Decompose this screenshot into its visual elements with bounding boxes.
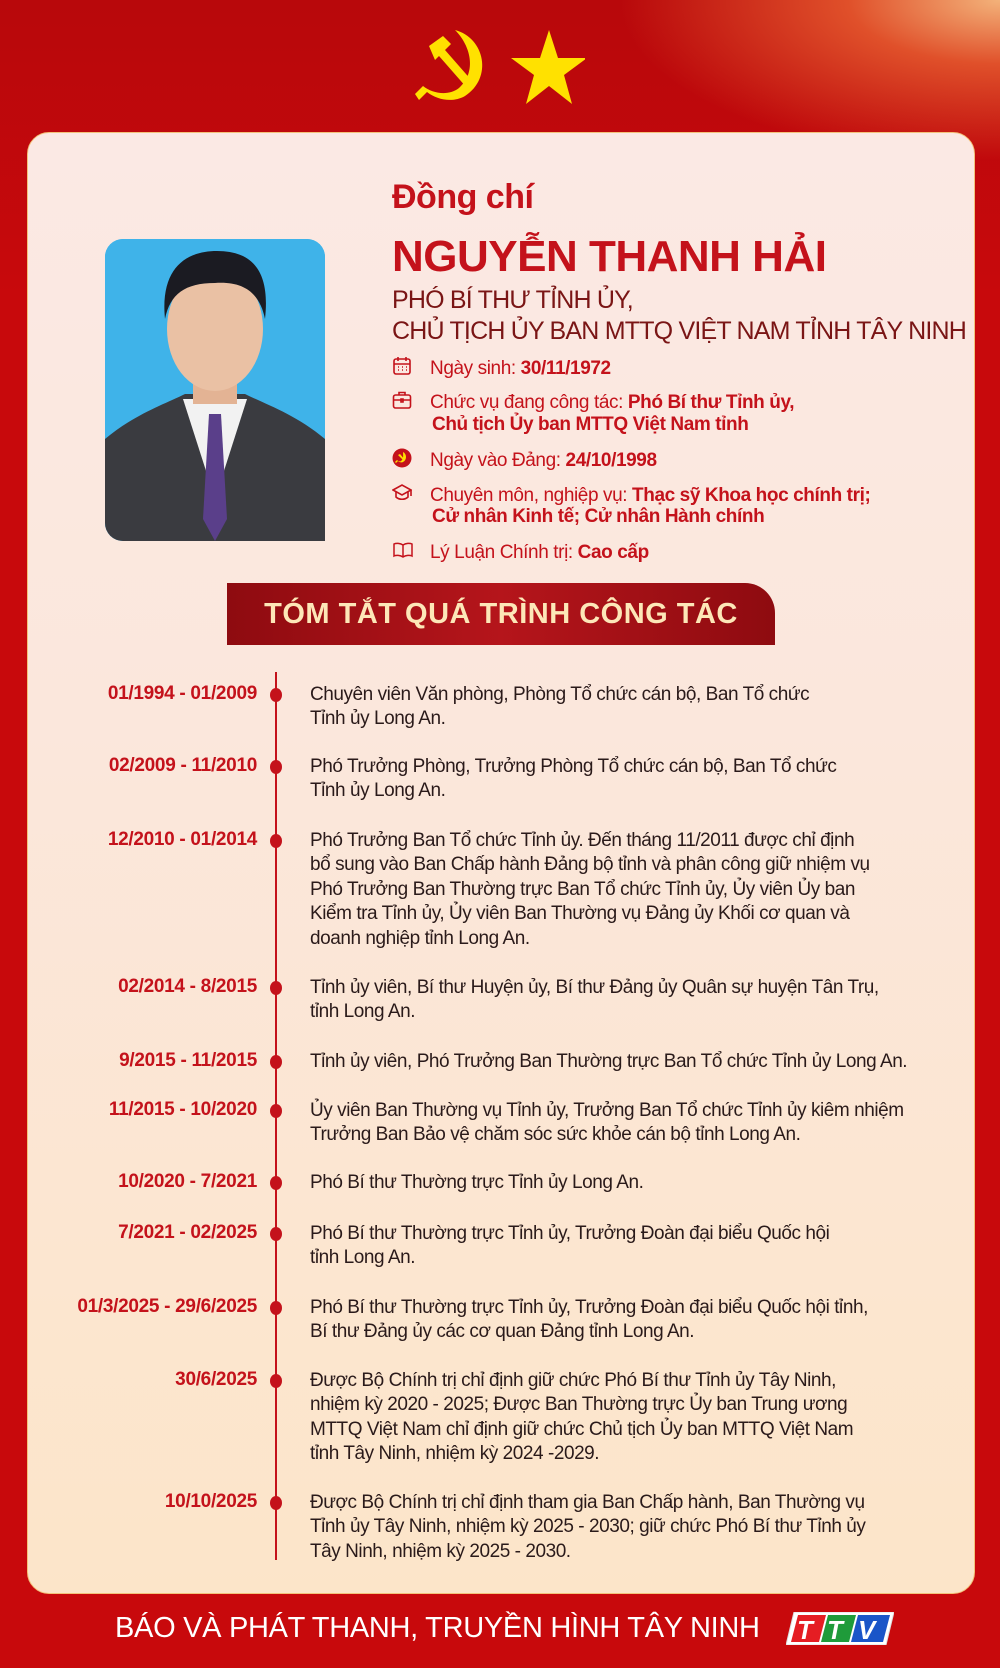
- timeline-description-line: nhiệm kỳ 2020 - 2025; Được Ban Thường trực Ủy ban Trung ương: [310, 1394, 848, 1416]
- timeline-description-line: doanh nghiệp tỉnh Long An.: [310, 927, 530, 949]
- timeline-description-line: MTTQ Việt Nam chỉ định giữ chức Chủ tịch Ủy ban MTTQ Việt Nam: [310, 1418, 854, 1440]
- birth-label: Ngày sinh:: [430, 358, 521, 380]
- timeline-description-line: tỉnh Long An.: [310, 1001, 416, 1023]
- timeline-description-line: Trưởng Ban Bảo vệ chăm sóc sức khỏe cán bộ tỉnh Long An.: [310, 1124, 801, 1146]
- timeline-dot: [270, 1227, 282, 1241]
- timeline-date: 02/2009 - 11/2010: [108, 755, 257, 776]
- timeline-dot: [270, 1374, 282, 1388]
- timeline-dot: [270, 1301, 282, 1315]
- position-line-2: CHỦ TỊCH ỦY BAN MTTQ VIỆT NAM TỈNH TÂY NINH: [392, 317, 967, 345]
- timeline-description: [310, 755, 836, 804]
- timeline-description-line: Ủy viên Ban Thường vụ Tỉnh ủy, Trưởng Ban Tổ chức Tỉnh ủy kiêm nhiệm: [310, 1100, 904, 1121]
- timeline-description-line: Chuyên viên Văn phòng, Phòng Tổ chức cán bộ, Ban Tổ chức: [310, 684, 810, 705]
- person-name: NGUYỄN THANH HẢI: [392, 232, 827, 281]
- calendar-icon: [392, 356, 416, 382]
- timeline-date: 30/6/2025: [175, 1369, 257, 1390]
- expertise-value-1: Thạc sỹ Khoa học chính trị;: [632, 485, 871, 507]
- politics-label: Lý Luận Chính trị:: [430, 542, 578, 564]
- role-value-2: Chủ tịch Ủy ban MTTQ Việt Nam tỉnh: [432, 414, 749, 435]
- timeline-description: [310, 1099, 904, 1148]
- timeline-date: 01/1994 - 01/2009: [107, 683, 257, 704]
- timeline-description-line: tỉnh Tây Ninh, nhiệm kỳ 2024 -2029.: [310, 1443, 600, 1465]
- portrait-photo: [105, 239, 325, 541]
- party-label: Ngày vào Đảng:: [430, 450, 566, 472]
- timeline-dot: [270, 834, 282, 848]
- timeline-description: [310, 1369, 853, 1467]
- timeline-dot: [270, 981, 282, 995]
- ttv-logo: [786, 1612, 894, 1645]
- timeline-description-line: Tỉnh ủy Long An.: [310, 780, 446, 802]
- role-value-1: Phó Bí thư Tỉnh ủy,: [627, 392, 795, 414]
- timeline-description-line: Phó Bí thư Thường trực Tỉnh ủy Long An.: [310, 1172, 644, 1193]
- timeline-dot: [270, 1176, 282, 1190]
- timeline-description-line: Phó Trưởng Ban Thường trực Ban Tổ chức Tỉnh ủy, Ủy viên Ủy ban: [310, 878, 855, 900]
- hammer-sickle-star-emblem: [415, 28, 585, 108]
- briefcase-icon: [392, 390, 416, 416]
- timeline-description: [310, 829, 870, 951]
- timeline-description: [310, 1222, 829, 1271]
- timeline-description: [310, 1050, 907, 1074]
- timeline-description: [310, 976, 879, 1025]
- svg-text:T: T: [827, 1615, 843, 1645]
- timeline-dot: [270, 688, 282, 702]
- timeline-description-line: Phó Trưởng Phòng, Trưởng Phòng Tổ chức cán bộ, Ban Tổ chức: [310, 756, 837, 777]
- timeline-banner: [227, 583, 775, 645]
- timeline-description-line: Tỉnh ủy Tây Ninh, nhiệm kỳ 2025 - 2030; giữ chức Phó Bí thư Tỉnh ủy: [310, 1516, 866, 1538]
- party-emblem-icon: [392, 448, 416, 474]
- timeline-description: [310, 1491, 865, 1564]
- party-info: [392, 448, 657, 474]
- timeline-description-line: Tỉnh ủy viên, Bí thư Huyện ủy, Bí thư Đảng ủy Quân sự huyện Tân Trụ,: [310, 977, 879, 998]
- timeline-description-line: Kiểm tra Tỉnh ủy, Ủy viên Ban Thường vụ Đảng ủy Khối cơ quan và: [310, 903, 850, 925]
- timeline-description-line: Phó Bí thư Thường trực Tỉnh ủy, Trưởng Đoàn đại biểu Quốc hội: [310, 1223, 830, 1244]
- timeline-description-line: bổ sung vào Ban Chấp hành Đảng bộ tỉnh và phân công giữ nhiệm vụ: [310, 854, 870, 876]
- timeline-description-line: Tây Ninh, nhiệm kỳ 2025 - 2030.: [310, 1540, 571, 1562]
- timeline-description-line: Phó Bí thư Thường trực Tỉnh ủy, Trưởng Đoàn đại biểu Quốc hội tỉnh,: [310, 1297, 868, 1318]
- role-info: [392, 390, 794, 416]
- timeline-dot: [270, 760, 282, 774]
- politics-info: [392, 540, 649, 566]
- book-icon: [392, 540, 416, 566]
- timeline-date: 01/3/2025 - 29/6/2025: [77, 1296, 257, 1317]
- expertise-label: Chuyên môn, nghiệp vụ:: [430, 485, 633, 507]
- timeline-title: TÓM TẮT QUÁ TRÌNH CÔNG TÁC: [264, 598, 738, 630]
- role-label: Chức vụ đang công tác:: [430, 392, 628, 414]
- politics-value: Cao cấp: [577, 542, 649, 564]
- timeline-date: 02/2014 - 8/2015: [118, 976, 257, 997]
- timeline-description-line: Bí thư Đảng ủy các cơ quan Đảng tỉnh Long An.: [310, 1321, 695, 1343]
- timeline-description-line: Tỉnh ủy Long An.: [310, 708, 446, 730]
- timeline-description-line: Được Bộ Chính trị chỉ định tham gia Ban Chấp hành, Ban Thường vụ: [310, 1492, 865, 1513]
- timeline-date: 10/10/2025: [164, 1491, 257, 1512]
- expertise-value-2: Cử nhân Kinh tế; Cử nhân Hành chính: [432, 506, 765, 527]
- birth-value: 30/11/1972: [520, 358, 611, 380]
- party-value: 24/10/1998: [565, 450, 657, 472]
- timeline-description-line: Được Bộ Chính trị chỉ định giữ chức Phó Bí thư Tỉnh ủy Tây Ninh,: [310, 1370, 836, 1391]
- timeline-description: [310, 1296, 868, 1345]
- timeline-description-line: Phó Trưởng Ban Tổ chức Tỉnh ủy. Đến tháng 11/2011 được chỉ định: [310, 830, 855, 851]
- timeline-date: 9/2015 - 11/2015: [119, 1050, 257, 1071]
- graduation-cap-icon: [392, 483, 416, 509]
- footer-text: BÁO VÀ PHÁT THANH, TRUYỀN HÌNH TÂY NINH: [115, 1612, 760, 1644]
- position-line-1: PHÓ BÍ THƯ TỈNH ỦY,: [392, 286, 633, 314]
- svg-text:V: V: [858, 1615, 876, 1645]
- timeline-description-line: Tỉnh ủy viên, Phó Trưởng Ban Thường trực Ban Tổ chức Tỉnh ủy Long An.: [310, 1051, 908, 1072]
- svg-text:T: T: [797, 1615, 813, 1645]
- timeline-date: 11/2015 - 10/2020: [108, 1099, 257, 1120]
- timeline-dot: [270, 1496, 282, 1510]
- birth-info: [392, 356, 611, 382]
- greeting-label: Đồng chí: [392, 178, 534, 216]
- timeline-date: 10/2020 - 7/2021: [118, 1171, 257, 1192]
- timeline-description-line: tỉnh Long An.: [310, 1247, 416, 1269]
- timeline-description: [310, 683, 809, 732]
- timeline-description: [310, 1171, 643, 1195]
- timeline-date: 12/2010 - 01/2014: [107, 829, 257, 850]
- timeline-dot: [270, 1104, 282, 1118]
- timeline-date: 7/2021 - 02/2025: [118, 1222, 257, 1243]
- timeline-dot: [270, 1055, 282, 1069]
